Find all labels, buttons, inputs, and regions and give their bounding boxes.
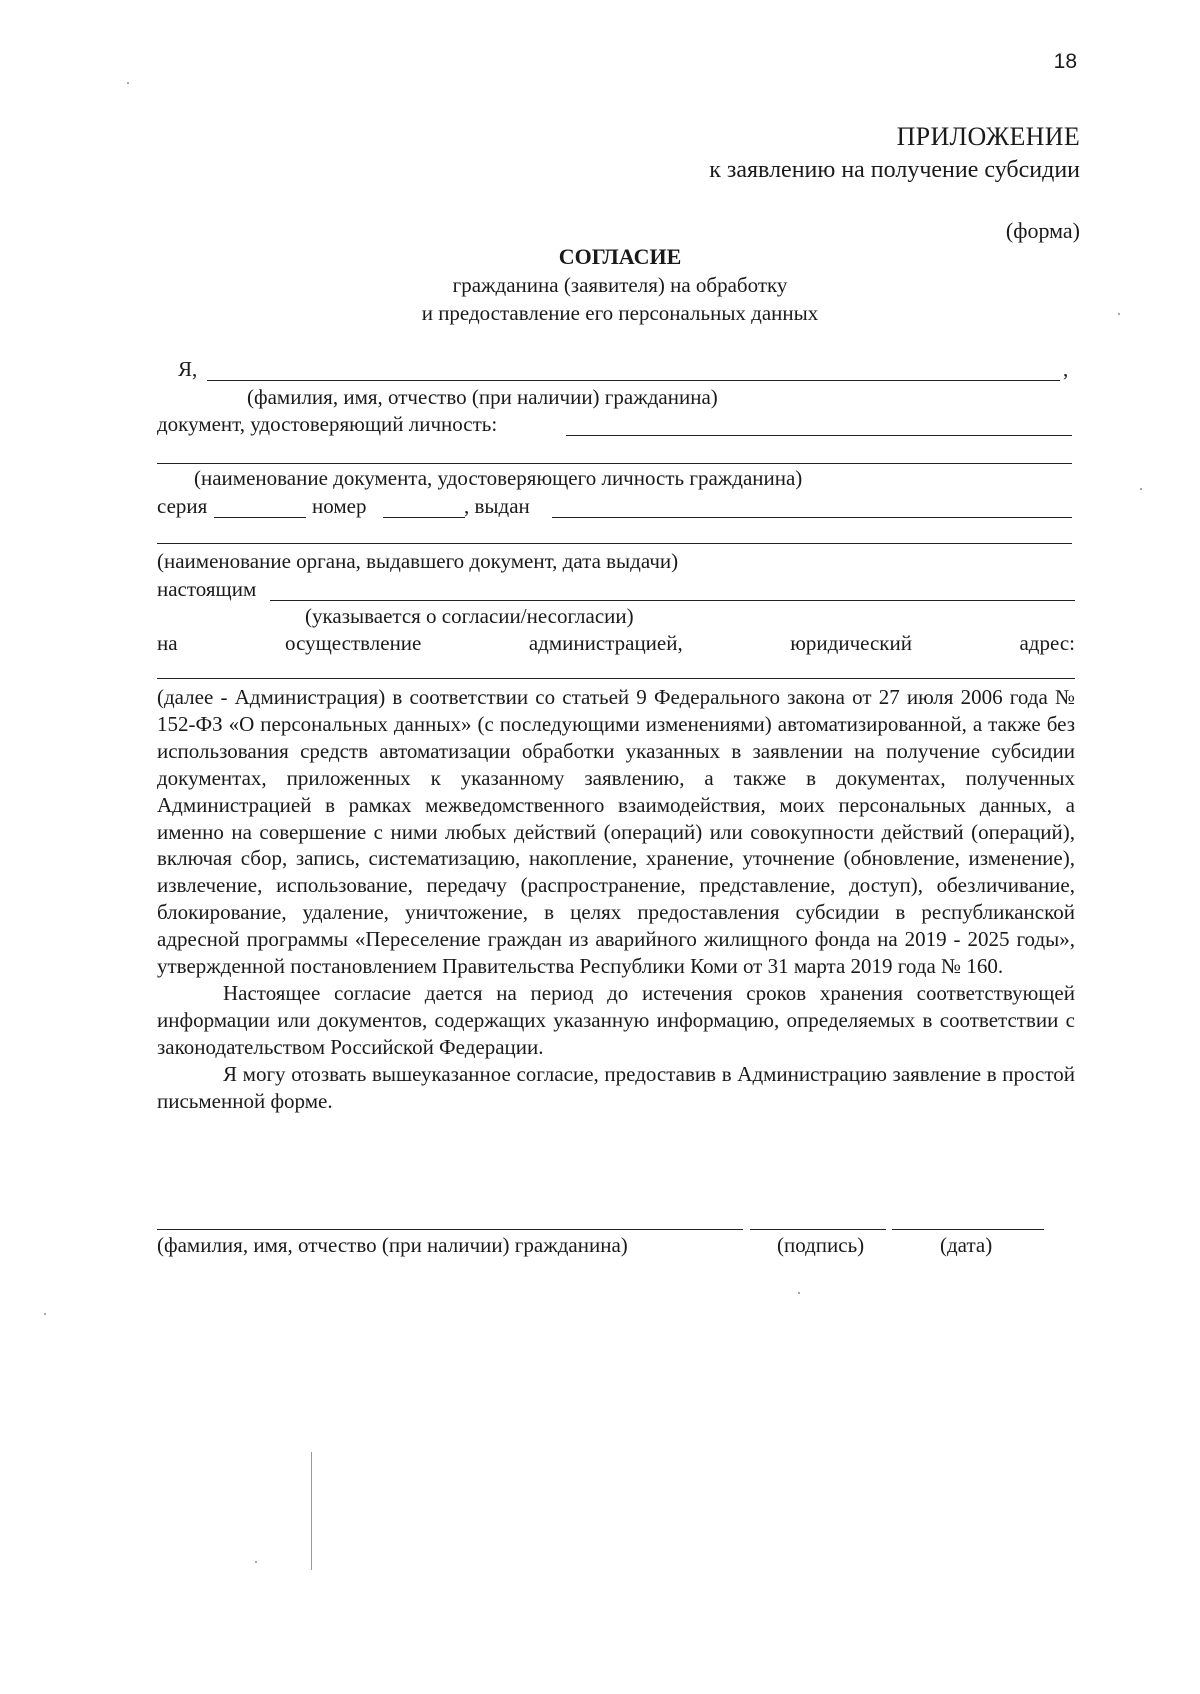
revocation-paragraph: Я могу отозвать вышеуказанное согласие, предоставив в Администрацию заявление в простой письменной форме.	[157, 1061, 1075, 1113]
consent-field[interactable]	[270, 600, 1075, 601]
doc-label: документ, удостоверяющий личность:	[157, 412, 498, 436]
issued-by-field[interactable]	[552, 517, 1072, 518]
validity-paragraph: Настоящее согласие дается на период до истечения сроков хранения соответствующей информации или документов, содержащих указанную информацию, определяемых в соответствии с законодательством Российской Федерации.	[157, 980, 1075, 1059]
number-field[interactable]	[383, 517, 465, 518]
fio-caption: (фамилия, имя, отчество (при наличии) гражданина)	[247, 385, 718, 409]
appendix-subheading: к заявлению на получение субсидии	[709, 157, 1080, 183]
admin-address-field[interactable]	[157, 678, 1075, 679]
spread-word: юридический	[790, 631, 912, 655]
scan-artifact-line	[311, 1452, 312, 1570]
form-note: (форма)	[1005, 218, 1080, 243]
consent-paragraph: (далее - Администрация) в соответствии со статьей 9 Федерального закона от 27 июля 2006 года № 152-ФЗ «О персональных данных» (с последующими изменениями) автоматизированной, а также без использования средств автоматизации обработки указанных в заявлении на получение субсидии документах, приложенных к указанному заявлению, а также в документах, полученных Администрацией в рамках межведомственного взаимодействия, моих персональных данных, а именно на совершение с ними любых действий (операций) или совокупности действий (операций), включая сбор, запись, систематизацию, накопление, хранение, уточнение (обновление, изменение), извлечение, использование, передачу (распространение, представление, доступ), обезличивание, блокирование, удаление, уничтожение, в целях предоставления субсидии в республиканской адресной программы «Переселение граждан из аварийного жилищного фонда на 2019 - 2025 годы», утвержденной постановлением Правительства Республики Коми от 31 марта 2019 года № 160.	[157, 685, 1075, 979]
signature-date-field[interactable]	[892, 1229, 1044, 1230]
scan-speck	[1118, 313, 1120, 315]
document-subtitle-line1: гражданина (заявителя) на обработку	[452, 273, 788, 297]
number-label: номер	[312, 494, 367, 518]
signature-caption: (подпись)	[777, 1233, 865, 1257]
fio-field[interactable]	[207, 380, 1060, 381]
consent-caption: (указывается о согласии/несогласии)	[305, 604, 634, 628]
document-title: СОГЛАСИЕ	[558, 244, 682, 269]
spread-word: администрацией,	[528, 631, 683, 655]
issued-by-field-continued[interactable]	[157, 543, 1072, 544]
page-number: 18	[1053, 50, 1077, 73]
i-label: Я,	[178, 357, 198, 381]
signature-fio-field[interactable]	[157, 1229, 743, 1230]
scan-speck	[127, 82, 129, 84]
scan-speck	[1140, 488, 1142, 490]
spread-word: адрес:	[1019, 631, 1075, 655]
scan-speck	[255, 1561, 257, 1563]
doc-field-continued[interactable]	[157, 463, 1072, 464]
scan-speck	[798, 1292, 800, 1294]
issuer-caption: (наименование органа, выдавшего документ, дата выдачи)	[157, 549, 679, 573]
signature-field[interactable]	[750, 1229, 886, 1230]
document-subtitle-line2: и предоставление его персональных данных	[421, 301, 819, 325]
date-caption: (дата)	[940, 1233, 993, 1257]
scan-speck	[44, 1313, 46, 1315]
doc-field[interactable]	[566, 435, 1072, 436]
doc-caption: (наименование документа, удостоверяющего личность гражданина)	[194, 466, 803, 490]
consent-body	[157, 684, 1075, 1115]
series-field[interactable]	[214, 517, 306, 518]
appendix-heading: ПРИЛОЖЕНИЕ	[896, 122, 1080, 151]
series-label: серия	[157, 494, 208, 518]
issued-label: , выдан	[464, 494, 530, 518]
hereby-label: настоящим	[157, 577, 257, 601]
signature-fio-caption: (фамилия, имя, отчество (при наличии) гражданина)	[157, 1233, 628, 1257]
spread-word: на	[157, 631, 178, 655]
admin-address-line	[157, 631, 1075, 656]
spread-word: осуществление	[285, 631, 422, 655]
i-comma: ,	[1063, 357, 1069, 381]
